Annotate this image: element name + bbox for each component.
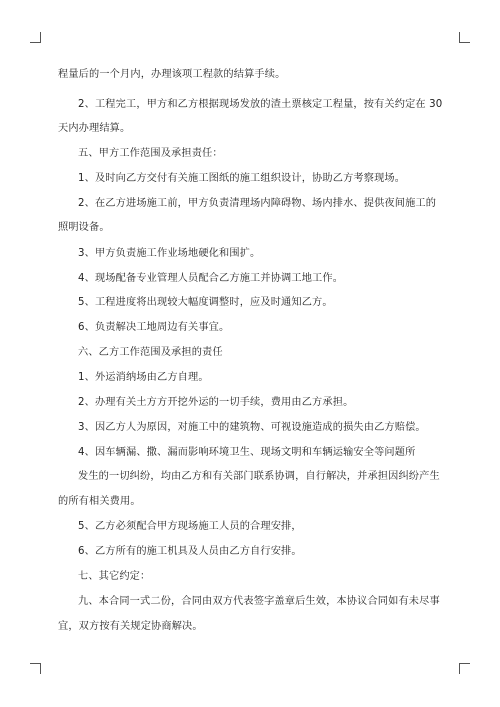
text-line: 2、工程完工，甲方和乙方根据现场发放的渣土票核定工程量，按有关约定在 30 bbox=[78, 99, 443, 110]
text-line: 发生的一切纠纷，均由乙方和有关部门联系协调，自行解决，并承担因纠纷产生 bbox=[78, 471, 440, 482]
crop-mark-bottom-right bbox=[459, 663, 470, 674]
text-line: 3、甲方负责施工作业场地硬化和围扩。 bbox=[78, 248, 261, 259]
text-line: 的所有相关费用。 bbox=[58, 496, 141, 507]
section-heading: 七、其它约定： bbox=[78, 571, 151, 582]
text-line: 九、本合同一式二份，合同由双方代表签字盖章后生效，本协议合同如有未尽事 bbox=[78, 596, 440, 607]
section-heading: 六、乙方工作范围及承担的责任 bbox=[78, 347, 223, 358]
text-line: 照明设备。 bbox=[58, 222, 110, 233]
text-line: 程量后的一个月内，办理该项工程款的结算手续。 bbox=[58, 69, 286, 80]
crop-mark-bottom-left bbox=[30, 663, 41, 674]
text-line: 天内办理结算。 bbox=[58, 123, 131, 134]
text-line: 4、现场配备专业管理人员配合乙方施工并协调工地工作。 bbox=[78, 273, 344, 284]
text-line: 1、及时向乙方交付有关施工图纸的施工组织设计，协助乙方考察现场。 bbox=[78, 173, 406, 184]
text-line: 6、负责解决工地周边有关事宜。 bbox=[78, 322, 230, 333]
crop-mark-top-left bbox=[30, 32, 41, 43]
crop-mark-top-right bbox=[459, 32, 470, 43]
text-line: 宜，双方按有关规定协商解决。 bbox=[58, 621, 203, 632]
text-line: 5、乙方必须配合甲方现场施工人员的合理安排， bbox=[78, 521, 302, 532]
section-heading: 五、甲方工作范围及承担责任： bbox=[78, 148, 223, 159]
text-line: 3、因乙方人为原因，对施工中的建筑物、可视设施造成的损失由乙方赔偿。 bbox=[78, 422, 426, 433]
text-line: 4、因车辆漏、撒、漏而影响环境卫生、现场文明和车辆运输安全等问题所 bbox=[78, 447, 416, 458]
text-line: 2、办理有关土方方开挖外运的一切手续，费用由乙方承担。 bbox=[78, 397, 354, 408]
text-line: 5、工程进度将出现较大幅度调整时，应及时通知乙方。 bbox=[78, 297, 333, 308]
text-line: 1、外运消纳场由乙方自理。 bbox=[78, 372, 209, 383]
text-line: 2、在乙方进场施工前，甲方负责清理场内障碍物、场内排水、提供夜间施工的 bbox=[78, 198, 437, 209]
text-line: 6、乙方所有的施工机具及人员由乙方自行安排。 bbox=[78, 546, 302, 557]
